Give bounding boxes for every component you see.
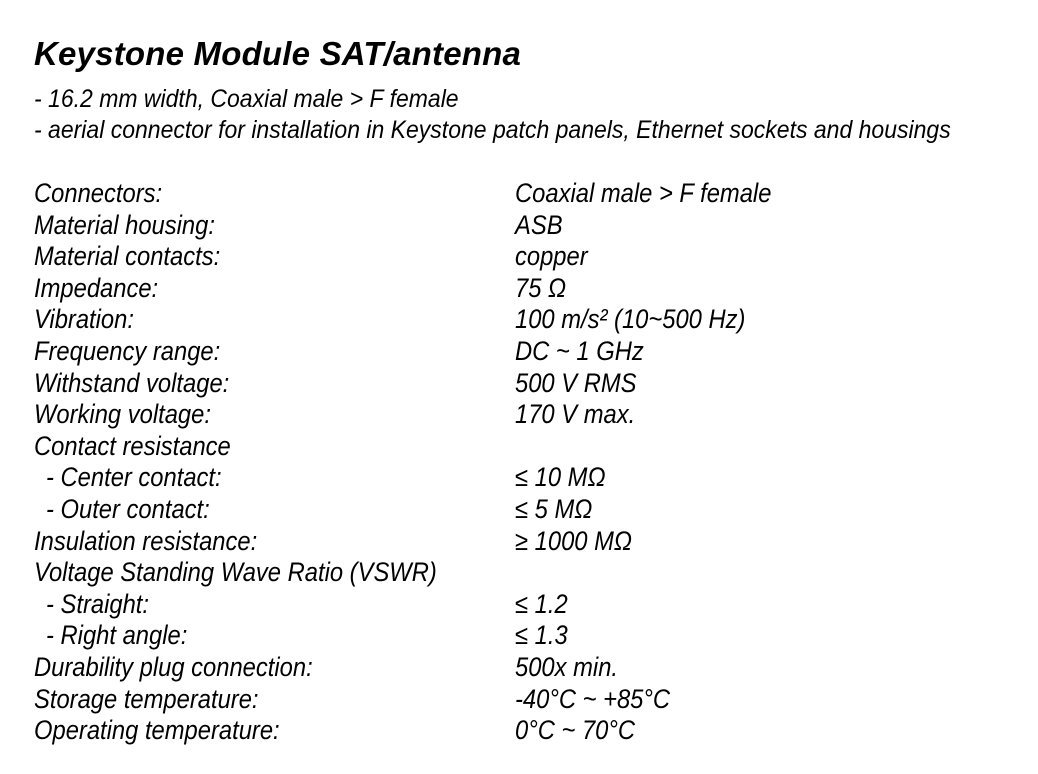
feature-item: - aerial connector for installation in Keystone patch panels, Ethernet sockets and housings — [34, 116, 951, 144]
spec-row-insulation-resistance — [34, 526, 1014, 558]
spec-value: Coaxial male > F female — [515, 178, 772, 208]
spec-row-storage-temperature — [34, 684, 1014, 716]
spec-label: Operating temperature: — [34, 715, 280, 746]
spec-label: - Straight: — [46, 588, 150, 619]
spec-value: ≥ 1000 MΩ — [515, 525, 632, 556]
spec-value: ASB — [515, 209, 563, 240]
spec-value: 0°C ~ 70°C — [515, 715, 636, 746]
spec-label: - Outer contact: — [46, 493, 210, 524]
spec-label: Storage temperature: — [34, 683, 259, 714]
spec-table — [34, 178, 1014, 747]
spec-value: DC ~ 1 GHz — [515, 335, 644, 366]
spec-value: ≤ 10 MΩ — [515, 462, 606, 493]
spec-label: Durability plug connection: — [34, 651, 313, 682]
spec-label: Material contacts: — [34, 241, 221, 272]
spec-label: Insulation resistance: — [34, 525, 258, 556]
spec-row-connectors — [34, 178, 1014, 210]
spec-label: Voltage Standing Wave Ratio (VSWR) — [34, 557, 437, 588]
spec-row-operating-temperature — [34, 715, 1014, 747]
spec-row-frequency-range — [34, 336, 1014, 368]
spec-row-vibration — [34, 304, 1014, 336]
spec-row-material-housing — [34, 210, 1014, 242]
feature-item: - 16.2 mm width, Coaxial male > F female — [34, 85, 459, 113]
spec-value: 75 Ω — [515, 272, 567, 303]
spec-row-vswr — [34, 557, 1014, 589]
spec-label: Contact resistance — [34, 430, 231, 461]
spec-value: ≤ 5 MΩ — [515, 493, 593, 524]
spec-row-withstand-voltage — [34, 368, 1014, 400]
spec-label: Vibration: — [34, 304, 134, 335]
spec-row-right-angle — [34, 620, 1014, 652]
spec-label: Frequency range: — [34, 335, 221, 366]
feature-list — [34, 84, 1024, 146]
spec-value: -40°C ~ +85°C — [515, 683, 671, 714]
spec-row-straight — [34, 589, 1014, 621]
spec-row-impedance — [34, 273, 1014, 305]
spec-row-durability — [34, 652, 1014, 684]
spec-label: Material housing: — [34, 209, 215, 240]
document — [34, 34, 1024, 146]
spec-row-center-contact — [34, 462, 1014, 494]
spec-label: Connectors: — [34, 178, 163, 208]
spec-row-contact-resistance — [34, 431, 1014, 463]
spec-value: 500x min. — [515, 651, 619, 682]
spec-value: 100 m/s² (10~500 Hz) — [515, 304, 746, 335]
spec-label: - Right angle: — [46, 620, 188, 651]
spec-label: Withstand voltage: — [34, 367, 230, 398]
spec-label: Working voltage: — [34, 399, 211, 430]
spec-row-material-contacts — [34, 241, 1014, 273]
spec-row-outer-contact — [34, 494, 1014, 526]
spec-label: Impedance: — [34, 272, 159, 303]
page-title: Keystone Module SAT/antenna — [34, 35, 522, 72]
spec-value: ≤ 1.2 — [515, 588, 568, 619]
spec-label: - Center contact: — [46, 462, 222, 493]
spec-value: 170 V max. — [515, 399, 636, 430]
spec-value: ≤ 1.3 — [515, 620, 568, 651]
spec-value: copper — [515, 241, 588, 272]
spec-row-working-voltage — [34, 399, 1014, 431]
spec-value: 500 V RMS — [515, 367, 637, 398]
